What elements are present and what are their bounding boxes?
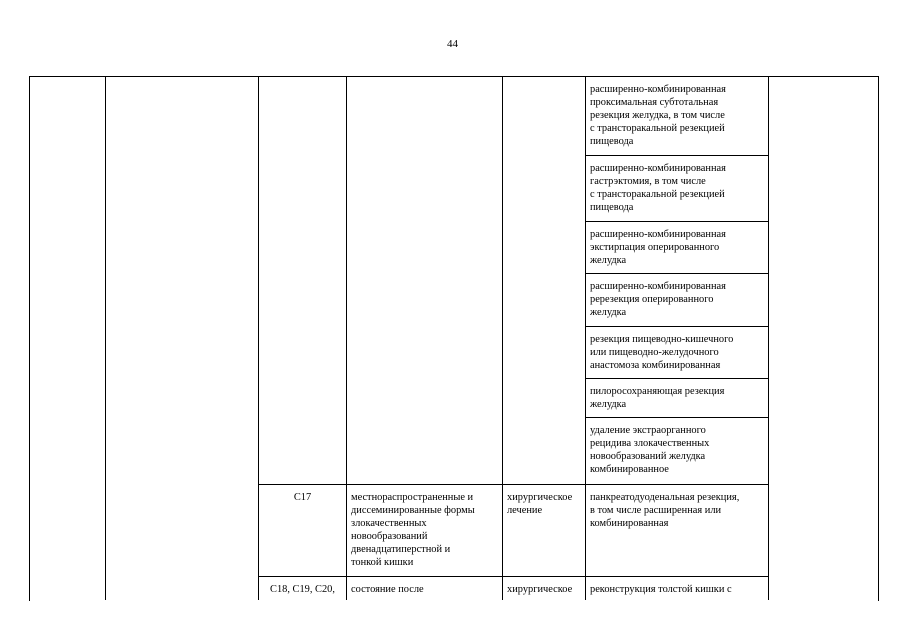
table-cell-method: расширенно-комбинированная экстирпация оперированного желудка — [590, 229, 726, 267]
table-cell-method: расширенно-комбинированная гастрэктомия, в том числе с трансторакальной резекцией пищевода — [590, 163, 726, 214]
table-cell-method: расширенно-комбинированная ререзекция оперированного желудка — [590, 281, 726, 319]
column-divider — [346, 76, 347, 600]
row-divider — [258, 484, 769, 485]
page-number: 44 — [447, 38, 458, 50]
row-divider — [585, 221, 769, 222]
column-divider — [502, 76, 503, 600]
table-cell-method: панкреатодуоденальная резекция, в том числе расширенная или комбинированная — [590, 492, 740, 530]
row-divider — [258, 576, 769, 577]
table-cell-code: C18, C19, C20, — [270, 584, 335, 595]
table-cell-model: состояние после — [351, 584, 424, 595]
table-cell-method: расширенно-комбинированная проксимальная субтотальная резекция желудка, в том числе с трансторакальной резекцией пищевода — [590, 84, 726, 148]
row-divider — [585, 155, 769, 156]
table-cell-code: C17 — [293, 492, 312, 503]
table-cell-treatment: хирургическое лечение — [507, 492, 573, 517]
row-divider — [585, 326, 769, 327]
row-divider — [585, 378, 769, 379]
row-divider — [585, 273, 769, 274]
table-cell-treatment: хирургическое — [507, 584, 573, 595]
column-divider — [258, 76, 259, 600]
column-divider — [105, 76, 106, 600]
table-cell-method: пилоросохраняющая резекция желудка — [590, 386, 725, 411]
table-cell-method: реконструкция толстой кишки с — [590, 584, 732, 595]
table-cell-model: местнораспространенные и диссеминированные формы злокачественных новообразований двенадцатиперстной и тонкой кишки — [351, 492, 475, 569]
table-cell-method: резекция пищеводно-кишечного или пищеводно-желудочного анастомоза комбинированная — [590, 334, 734, 372]
table-cell-method: удаление экстраорганного рецидива злокачественных новообразований желудка комбинированное — [590, 425, 710, 476]
row-divider — [585, 417, 769, 418]
